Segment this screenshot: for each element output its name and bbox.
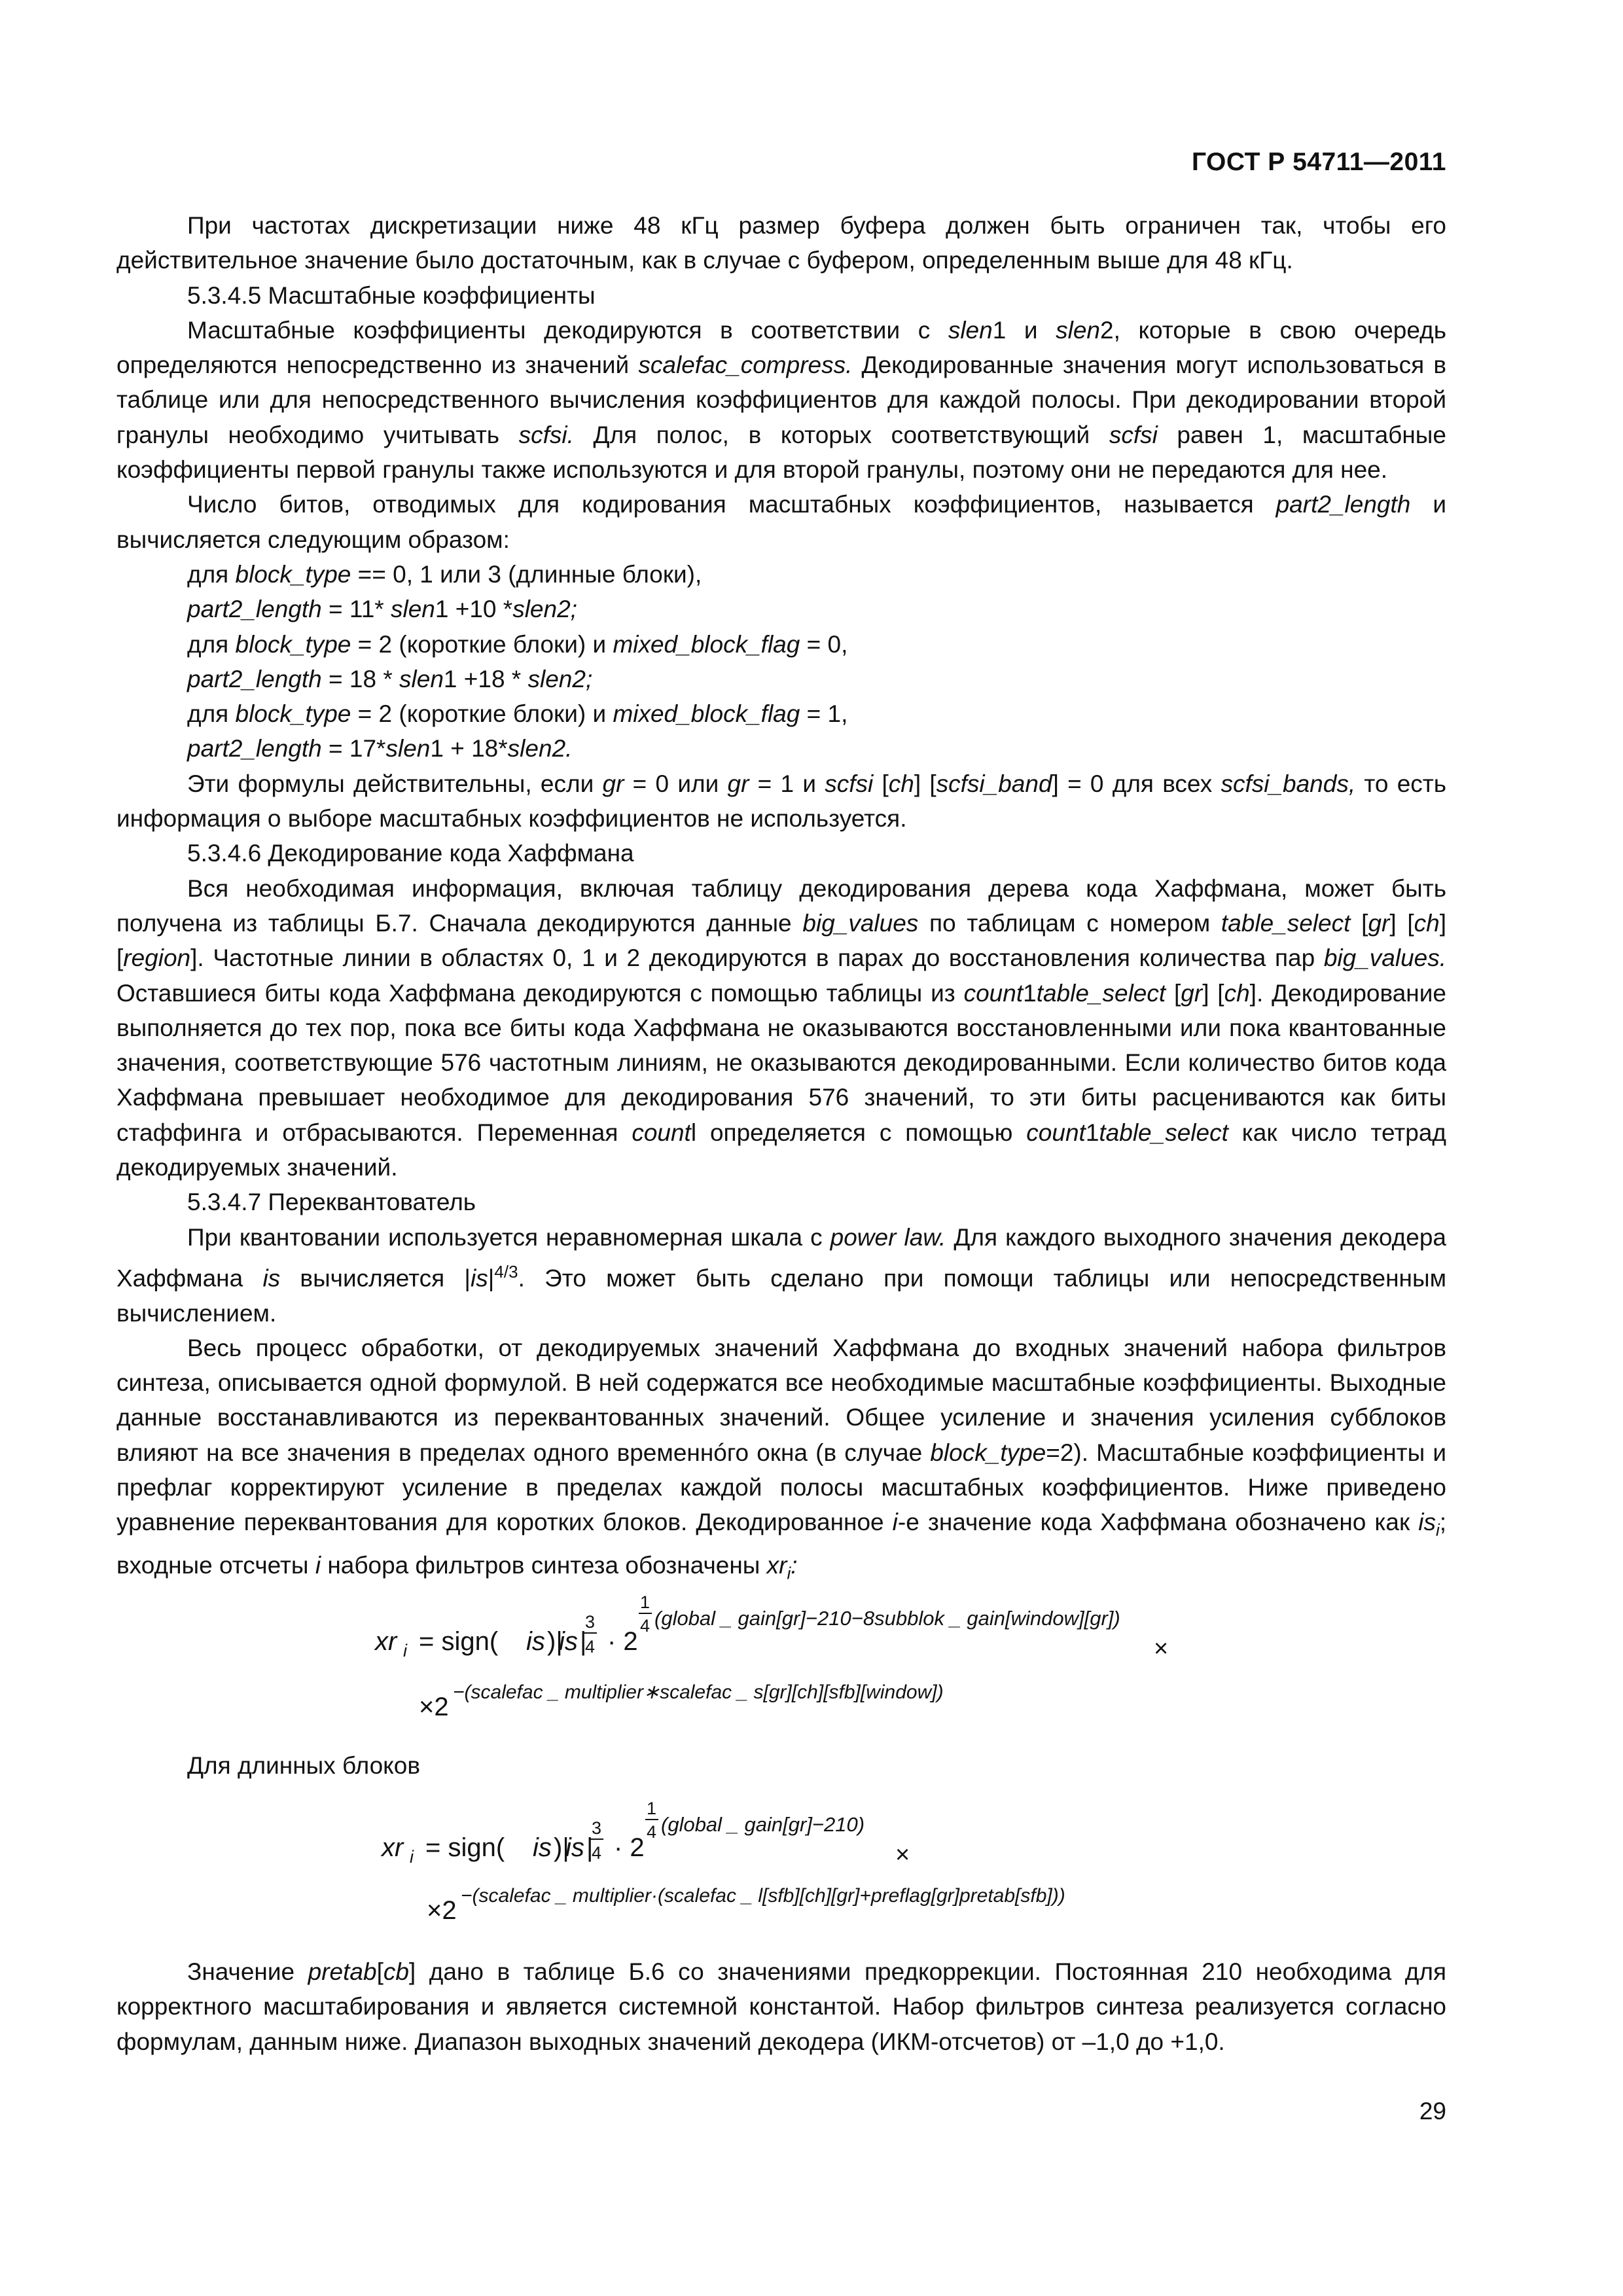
page-number: 29 bbox=[1419, 2098, 1446, 2125]
long-blocks-heading: Для длинных блоков bbox=[187, 1751, 420, 1779]
paragraph-requantizer: Весь процесс обработки, от декодируемых значений Хаффмана до входных значений набора фильтров синтеза, описывается одной формулой. В ней содержатся все необходимые масштабные коэффициенты. Выходные данные восстанавливаются из переквантованных значений. Общее усиление и значения усиления субблоков влияют на все значения в пределах одного временнóго окна (в случае block_type=2). Масштабные коэффициенты и префлаг корректируют усиление в пределах каждой полосы масштабных коэффициентов. Ниже приведено уравнение переквантования для коротких блоков. Декодированное i-е значение кода Хаффмана обозначено как $is_i$; входные отсчеты i набора фильтров синтеза обозначены $xr_i$: bbox=[116, 1334, 1447, 1583]
svg-text:−(scalefac _ multiplier·(scale: −(scalefac _ multiplier·(scalefac _ l[sfb][ch][gr]+preflag[gr]pretab[sfb])) bbox=[461, 1884, 1065, 1907]
formula-short-blocks-svg bbox=[116, 1591, 1446, 1748]
svg-text:· 2: · 2 bbox=[614, 1833, 645, 1862]
paragraph-pretab: Значение pretab[cb] дано в таблице Б.6 со значениями предкоррекции. Постоянная 210 необходима для корректного масштабирования и является системной константой. Набор фильтров синтеза реализуется согласно формулам, данным ниже. Диапазон выходных значений декодера (ИКМ-отсчетов) от –1,0 до +1,0. bbox=[116, 1958, 1447, 2055]
section-heading-5-3-4-5: 5.3.4.5 Масштабные коэффициенты bbox=[187, 281, 596, 309]
svg-text:4: 4 bbox=[640, 1615, 651, 1636]
svg-text:4: 4 bbox=[592, 1842, 602, 1863]
svg-text:−(scalefac _ multiplier∗scalef: −(scalefac _ multiplier∗scalefac _ s[gr][ch][sfb][window]) bbox=[453, 1681, 944, 1703]
svg-text:×: × bbox=[1154, 1634, 1169, 1662]
formula-long-blocks-svg bbox=[116, 1783, 1446, 1954]
svg-text:)|: )| bbox=[547, 1626, 563, 1656]
case-line-6: part2_length = 17*slen1 + 18*slen2. bbox=[187, 735, 573, 762]
svg-text:= sign(: = sign( bbox=[425, 1833, 505, 1862]
paragraph-power-law: При квантовании используется неравномерная шкала с power law. Для каждого выходного значения декодера Хаффмана is вычисляется $|is|^{4/3}$. Это может быть сделано при помощи таблицы или непосредственным вычислением. bbox=[116, 1223, 1447, 1327]
paragraph-part2-length: Число битов, отводимых для кодирования масштабных коэффициентов, называется part2_length и вычисляется следующим образом: bbox=[116, 491, 1446, 553]
document-header: ГОСТ Р 54711—2011 bbox=[1191, 148, 1446, 176]
paragraph-huffman: Вся необходимая информация, включая таблицу декодирования дерева кода Хаффмана, может быть получена из таблицы Б.7. Сначала декодируются данные big_values по таблицам с номером table_select [gr] [ch] [region]. Частотные линии в областях 0, 1 и 2 декодируются в парах до восстановления количества пар big_values. Оставшиеся биты кода Хаффмана декодируются с помощью таблицы из count1table_select [gr] [ch]. Декодирование выполняется до тех пор, пока все биты кода Хаффмана не оказываются восстановленными или пока квантованные значения, соответствующие 576 частотным линиям, не оказываются декодированными. Если количество битов кода Хаффмана превышает необходимое для декодирования 576 значений, то эти биты расцениваются как биты стаффинга и отбрасываются. Переменная countl определяется с помощью count1table_select как число тетрад декодируемых значений. bbox=[116, 874, 1447, 1181]
svg-text:×: × bbox=[895, 1840, 910, 1869]
case-line-4: part2_length = 18 * slen1 +18 * slen2; bbox=[187, 665, 593, 692]
paragraph-formula-validity: Эти формулы действительны, если gr = 0 или gr = 1 и scfsi [ch] [scfsi_band] = 0 для всех scfsi_bands, то есть информация о выборе масштабных коэффициентов не используется. bbox=[116, 770, 1447, 833]
svg-text:i: i bbox=[403, 1640, 407, 1660]
svg-text:is: is bbox=[526, 1626, 545, 1656]
svg-text:1: 1 bbox=[640, 1592, 651, 1612]
svg-text:3: 3 bbox=[585, 1611, 596, 1632]
case-line-5: для block_type = 2 (короткие блоки) и mixed_block_flag = 1, bbox=[187, 700, 848, 728]
section-heading-5-3-4-7: 5.3.4.7 Переквантователь bbox=[187, 1189, 476, 1216]
paragraph-buffer: При частотах дискретизации ниже 48 кГц размер буфера должен быть ограничен так, чтобы его действительное значение было достаточным, как в случае с буфером, определенным выше для 48 кГц. bbox=[116, 212, 1446, 274]
svg-text:is: is bbox=[533, 1833, 552, 1862]
case-line-3: для block_type = 2 (короткие блоки) и mixed_block_flag = 0, bbox=[187, 630, 848, 658]
formula-short-blocks bbox=[116, 1591, 1446, 1748]
svg-text:i: i bbox=[410, 1846, 414, 1867]
svg-text:|: | bbox=[580, 1626, 587, 1656]
svg-text:4: 4 bbox=[647, 1821, 657, 1842]
svg-text:)|: )| bbox=[554, 1833, 569, 1862]
case-line-1: для block_type == 0, 1 или 3 (длинные блоки), bbox=[187, 560, 702, 588]
body-text bbox=[116, 208, 1446, 2059]
svg-text:= sign(: = sign( bbox=[419, 1626, 499, 1656]
paragraph-scalefactors: Масштабные коэффициенты декодируются в соответствии с slen1 и slen2, которые в свою очередь определяются непосредственно из значений scalefac_compress. Декодированные значения могут использоваться в таблице или для непосредственного вычисления коэффициентов для каждой полосы. При декодировании второй гранулы необходимо учитывать scfsi. Для полос, в которых соответствующий scfsi равен 1, масштабные коэффициенты первой гранулы также используются и для второй гранулы, поэтому они не передаются для нее. bbox=[116, 316, 1446, 484]
formula-long-blocks bbox=[116, 1783, 1446, 1954]
svg-text:3: 3 bbox=[592, 1818, 602, 1838]
svg-text:· 2: · 2 bbox=[607, 1626, 638, 1656]
svg-text:xr: xr bbox=[375, 1626, 397, 1656]
svg-text:is: is bbox=[559, 1626, 578, 1656]
svg-text:1: 1 bbox=[647, 1798, 657, 1818]
svg-text:xr: xr bbox=[382, 1833, 404, 1862]
svg-text:(global _ gain[gr]−210−8subblo: (global _ gain[gr]−210−8subblok _ gain[window][gr]) bbox=[654, 1606, 1120, 1630]
case-line-2: part2_length = 11* slen1 +10 *slen2; bbox=[187, 596, 577, 623]
svg-text:(global _ gain[gr]−210): (global _ gain[gr]−210) bbox=[661, 1812, 865, 1836]
svg-text:is: is bbox=[565, 1833, 584, 1862]
svg-text:|: | bbox=[586, 1833, 594, 1862]
svg-text:×2: ×2 bbox=[427, 1895, 457, 1925]
svg-text:×2: ×2 bbox=[419, 1692, 449, 1721]
svg-text:4: 4 bbox=[585, 1636, 596, 1657]
section-heading-5-3-4-6: 5.3.4.6 Декодирование кода Хаффмана bbox=[187, 840, 634, 867]
